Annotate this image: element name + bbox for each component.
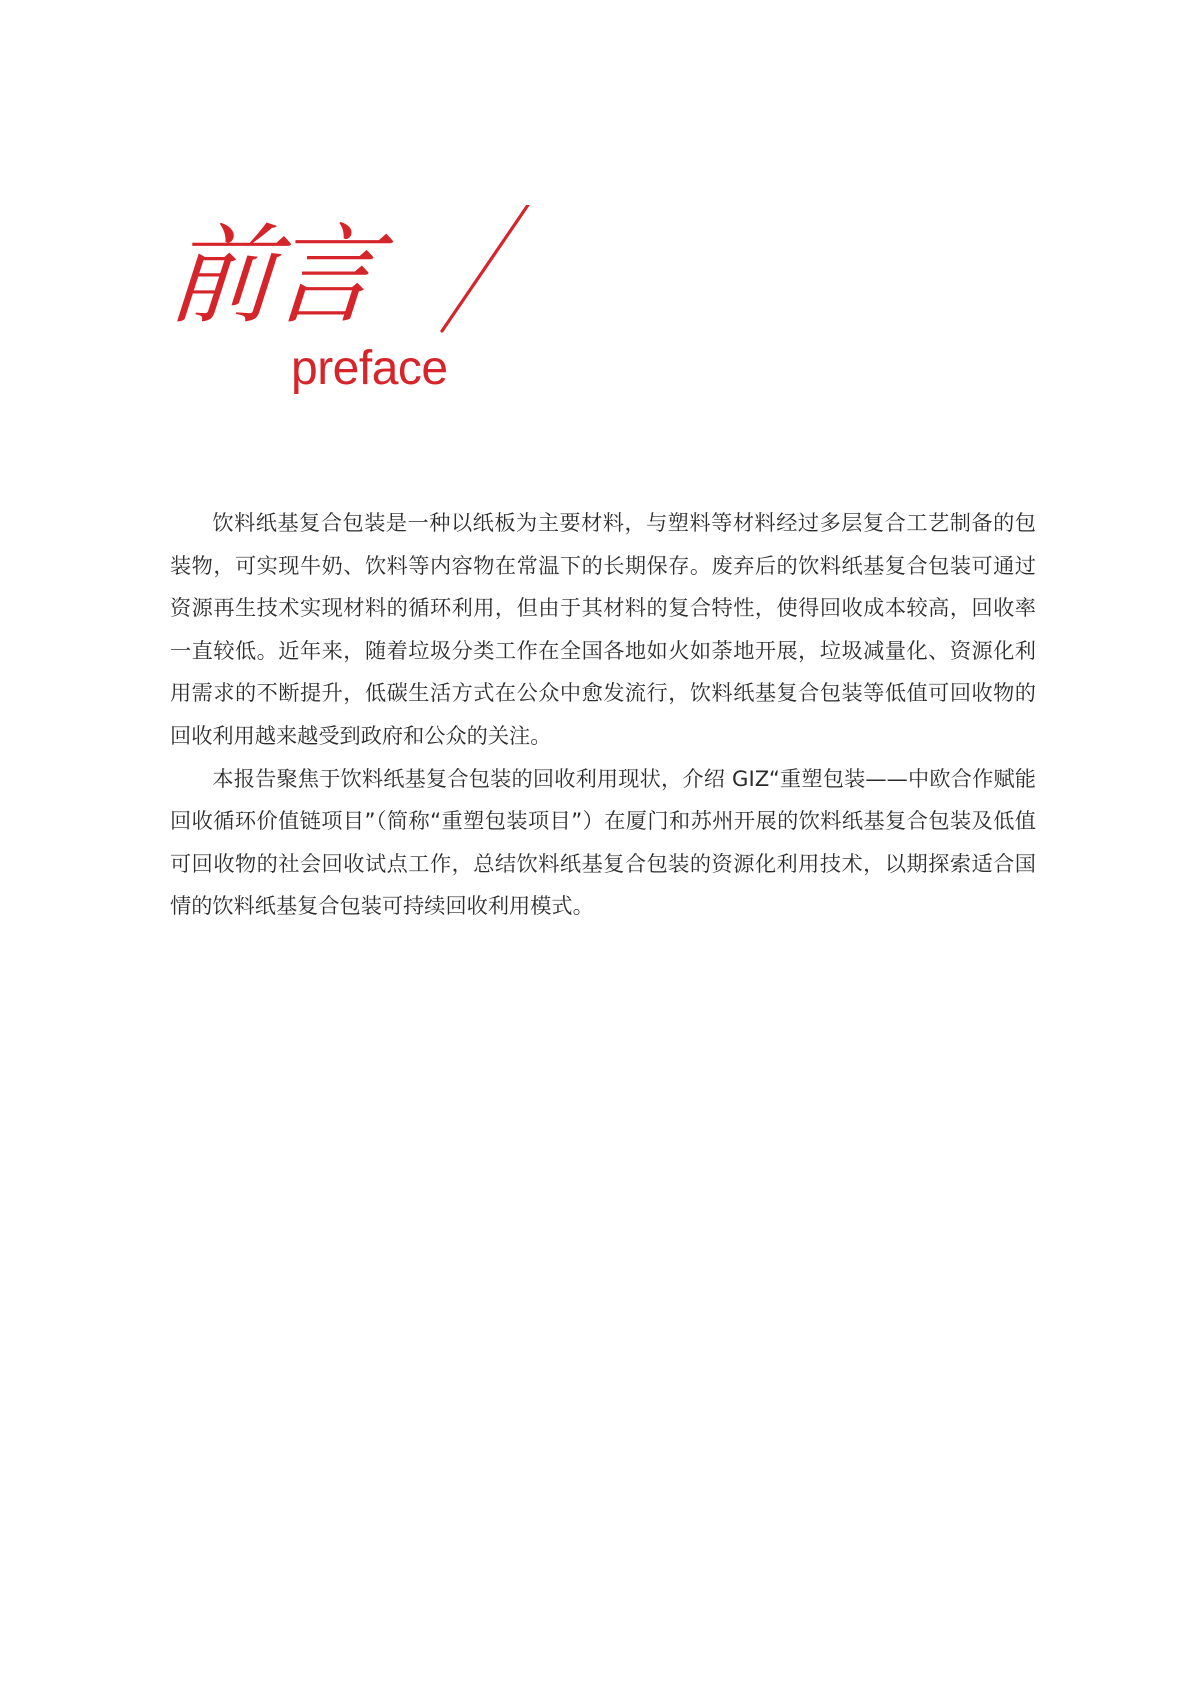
preface-heading (163, 205, 518, 405)
paragraph: 本报告聚焦于饮料纸基复合包装的回收利用现状，介绍 GIZ“重塑包装——中欧合作赋能回收循环价值链项目”（简称“重塑包装项目”）在厦门和苏州开展的饮料纸基复合包装及低值可回收物的社会回收试点工作，总结饮料纸基复合包装的资源化利用技术，以期探索适合国情的饮料纸基复合包装可持续回收利用模式。 (170, 765, 1036, 919)
heading-title-cn: 前言 (163, 214, 377, 339)
heading-title-en: preface (291, 342, 448, 395)
preface-body (170, 502, 1036, 928)
heading-slash-decoration (415, 205, 535, 355)
paragraph: 饮料纸基复合包装是一种以纸板为主要材料，与塑料等材料经过多层复合工艺制备的包装物，可实现牛奶、饮料等内容物在常温下的长期保存。废弃后的饮料纸基复合包装可通过资源再生技术实现材料的循环利用，但由于其材料的复合特性，使得回收成本较高，回收率一直较低。近年来，随着垃圾分类工作在全国各地如火如荼地开展，垃圾减量化、资源化利用需求的不断提升，低碳生活方式在公众中愈发流行，饮料纸基复合包装等低值可回收物的回收利用越来越受到政府和公众的关注。 (170, 510, 1036, 748)
